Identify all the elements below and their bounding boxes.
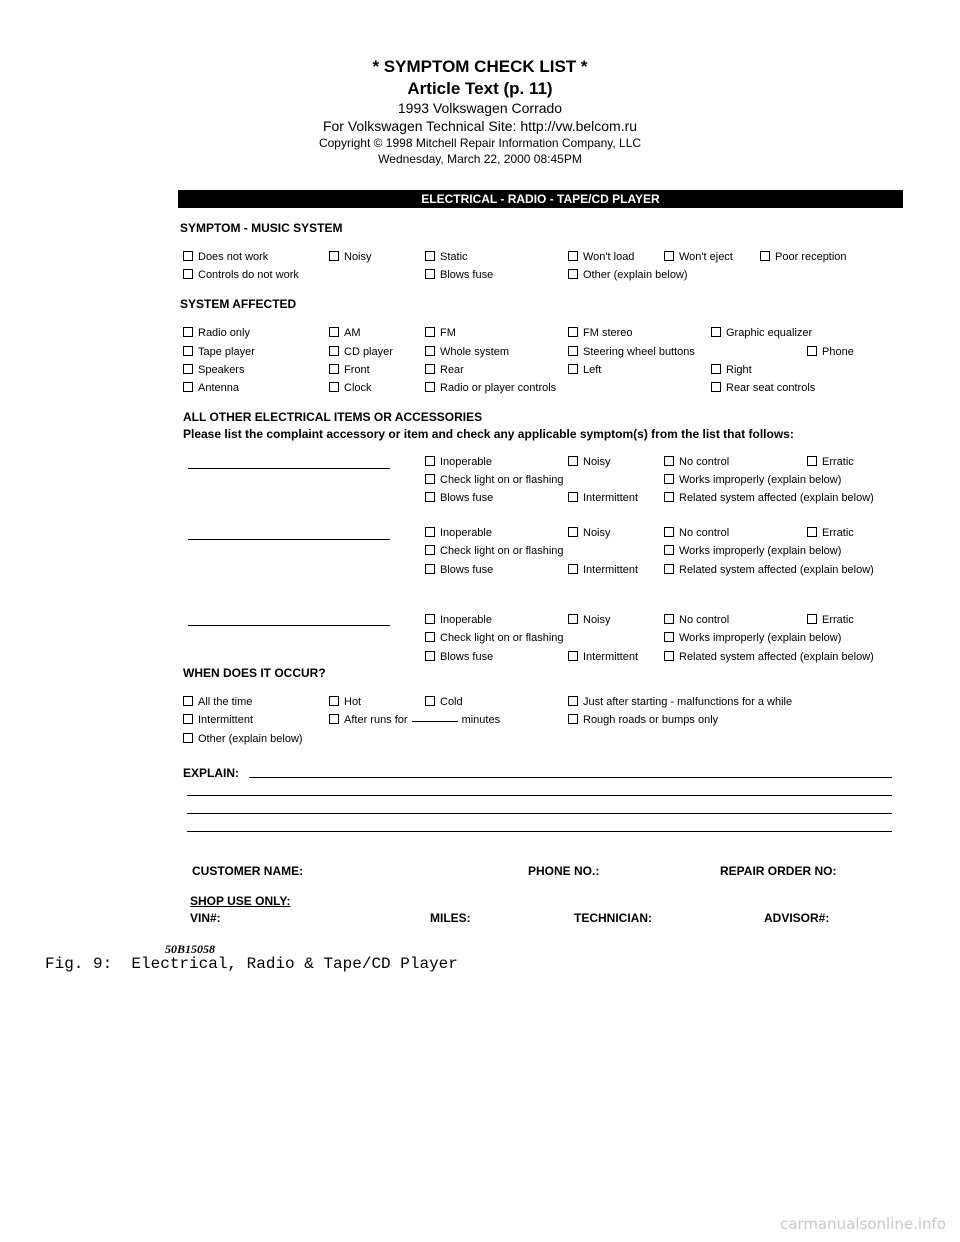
system-option-rear[interactable]: Rear [425,364,464,377]
g1-option-works-improperly[interactable]: Works improperly (explain below) [664,474,841,487]
checkbox-icon[interactable] [425,614,435,624]
checkbox-icon[interactable] [807,456,817,466]
system-option-whole-system[interactable]: Whole system [425,346,509,359]
music-option-other[interactable]: Other (explain below) [568,269,688,282]
when-option-just-after-starting[interactable]: Just after starting - malfunctions for a while [568,696,792,709]
minutes-blank[interactable] [412,721,458,722]
miles-label: MILES: [430,911,471,925]
g3-option-check-light[interactable]: Check light on or flashing [425,632,564,645]
checkbox-icon[interactable] [568,527,578,537]
g2-option-noisy[interactable]: Noisy [568,527,611,540]
other-subheading: Please list the complaint accessory or item and check any applicable symptom(s) from the list that follows: [183,427,794,441]
shop-use-heading: SHOP USE ONLY: [190,894,291,908]
checkbox-icon[interactable] [568,327,578,337]
system-option-fm-stereo[interactable]: FM stereo [568,327,633,340]
when-option-all-the-time[interactable]: All the time [183,696,252,709]
system-option-cd-player[interactable]: CD player [329,346,393,359]
vehicle-line: 1993 Volkswagen Corrado [397,100,563,116]
customer-name-label: CUSTOMER NAME: [192,864,304,878]
checkbox-icon[interactable] [807,614,817,624]
checkbox-icon[interactable] [329,696,339,706]
music-option-poor-reception[interactable]: Poor reception [760,251,847,264]
music-option-controls[interactable]: Controls do not work [183,269,299,282]
explain-line-4[interactable] [187,831,892,832]
g1-option-check-light[interactable]: Check light on or flashing [425,474,564,487]
g2-option-related-system[interactable]: Related system affected (explain below) [664,564,874,577]
checkbox-icon[interactable] [183,696,193,706]
checkbox-icon[interactable] [568,651,578,661]
g3-option-no-control[interactable]: No control [664,614,729,627]
g3-option-works-improperly[interactable]: Works improperly (explain below) [664,632,841,645]
music-option-wont-load[interactable]: Won't load [568,251,634,264]
g1-option-noisy[interactable]: Noisy [568,456,611,469]
g2-option-check-light[interactable]: Check light on or flashing [425,545,564,558]
checkbox-icon[interactable] [711,327,721,337]
checkbox-icon[interactable] [425,492,435,502]
system-option-steering-wheel[interactable]: Steering wheel buttons [568,346,695,359]
checkbox-icon[interactable] [664,527,674,537]
site-line: For Volkswagen Technical Site: http://vw.belcom.ru [322,118,638,134]
system-option-left[interactable]: Left [568,364,601,377]
checkbox-icon[interactable] [568,492,578,502]
system-option-tape-player[interactable]: Tape player [183,346,255,359]
g1-option-erratic[interactable]: Erratic [807,456,854,469]
checkbox-icon[interactable] [711,364,721,374]
music-option-does-not-work[interactable]: Does not work [183,251,268,264]
checkbox-icon[interactable] [664,456,674,466]
checkbox-icon[interactable] [664,545,674,555]
system-option-graphic-equalizer[interactable]: Graphic equalizer [711,327,812,340]
checkbox-icon[interactable] [329,364,339,374]
checkbox-icon[interactable] [183,382,193,392]
other-heading: ALL OTHER ELECTRICAL ITEMS OR ACCESSORIES [183,410,483,424]
checkbox-icon[interactable] [329,346,339,356]
system-option-phone[interactable]: Phone [807,346,854,359]
checkbox-icon[interactable] [568,346,578,356]
form-title-band: ELECTRICAL - RADIO - TAPE/CD PLAYER [178,190,903,208]
checkbox-icon[interactable] [568,614,578,624]
checkbox-icon[interactable] [568,456,578,466]
copyright-line: Copyright © 1998 Mitchell Repair Information Company, LLC [318,136,642,150]
checkbox-icon[interactable] [568,364,578,374]
checkbox-icon[interactable] [183,346,193,356]
checkbox-icon[interactable] [329,382,339,392]
system-option-speakers[interactable]: Speakers [183,364,244,377]
checkbox-icon[interactable] [329,251,339,261]
music-heading: SYMPTOM - MUSIC SYSTEM [180,221,343,235]
checkbox-icon[interactable] [664,632,674,642]
g1-option-intermittent[interactable]: Intermittent [568,492,638,505]
article-subtitle: Article Text (p. 11) [407,79,553,98]
system-option-radio-only[interactable]: Radio only [183,327,250,340]
music-option-noisy[interactable]: Noisy [329,251,372,264]
figure-caption: Fig. 9: Electrical, Radio & Tape/CD Player [45,955,458,973]
repair-order-label: REPAIR ORDER NO: [720,864,837,878]
checkbox-icon[interactable] [807,346,817,356]
g3-option-intermittent[interactable]: Intermittent [568,651,638,664]
technician-label: TECHNICIAN: [574,911,652,925]
checkbox-icon[interactable] [183,269,193,279]
g2-option-blows-fuse[interactable]: Blows fuse [425,564,493,577]
checkbox-icon[interactable] [568,696,578,706]
g1-option-blows-fuse[interactable]: Blows fuse [425,492,493,505]
g2-option-inoperable[interactable]: Inoperable [425,527,492,540]
checkbox-icon[interactable] [183,714,193,724]
g2-option-no-control[interactable]: No control [664,527,729,540]
checkbox-icon[interactable] [183,327,193,337]
checkbox-icon[interactable] [568,251,578,261]
music-option-blows-fuse[interactable]: Blows fuse [425,269,493,282]
checkbox-icon[interactable] [568,714,578,724]
g3-option-inoperable[interactable]: Inoperable [425,614,492,627]
system-option-right[interactable]: Right [711,364,752,377]
when-option-rough-roads[interactable]: Rough roads or bumps only [568,714,718,727]
system-option-fm[interactable]: FM [425,327,456,340]
checkbox-icon[interactable] [425,632,435,642]
g3-option-blows-fuse[interactable]: Blows fuse [425,651,493,664]
checkbox-icon[interactable] [664,651,674,661]
item-blank-3[interactable] [188,625,390,626]
figure-code: 50B15058 [165,942,216,956]
date-line: Wednesday, March 22, 2000 08:45PM [378,152,582,166]
advisor-label: ADVISOR#: [764,911,830,925]
checkbox-icon[interactable] [183,251,193,261]
item-blank-2[interactable] [188,539,390,540]
when-heading: WHEN DOES IT OCCUR? [183,666,326,680]
when-option-intermittent[interactable]: Intermittent [183,714,253,727]
checkbox-icon[interactable] [329,714,339,724]
g1-option-related-system[interactable]: Related system affected (explain below) [664,492,874,505]
checkbox-icon[interactable] [425,564,435,574]
g2-option-erratic[interactable]: Erratic [807,527,854,540]
when-option-after-runs[interactable]: After runs for minutes [329,714,500,727]
checkbox-icon[interactable] [183,733,193,743]
checkbox-icon[interactable] [711,382,721,392]
when-option-cold[interactable]: Cold [425,696,463,709]
checkbox-icon[interactable] [760,251,770,261]
system-option-front[interactable]: Front [329,364,370,377]
g3-option-related-system[interactable]: Related system affected (explain below) [664,651,874,664]
g1-option-inoperable[interactable]: Inoperable [425,456,492,469]
system-option-am[interactable]: AM [329,327,361,340]
g2-option-works-improperly[interactable]: Works improperly (explain below) [664,545,841,558]
checkbox-icon[interactable] [425,696,435,706]
watermark: carmanualsonline.info [780,1215,946,1233]
checkbox-icon[interactable] [183,364,193,374]
g3-option-erratic[interactable]: Erratic [807,614,854,627]
music-option-static[interactable]: Static [425,251,468,264]
explain-line-1[interactable] [249,777,892,778]
explain-line-2[interactable] [187,795,892,796]
system-option-antenna[interactable]: Antenna [183,382,239,395]
explain-label: EXPLAIN: [183,766,240,780]
checkbox-icon[interactable] [425,474,435,484]
checkbox-icon[interactable] [425,327,435,337]
system-option-clock[interactable]: Clock [329,382,372,395]
system-heading: SYSTEM AFFECTED [180,297,297,311]
item-blank-1[interactable] [188,468,390,469]
checkbox-icon[interactable] [664,564,674,574]
checkbox-icon[interactable] [568,269,578,279]
checkbox-icon[interactable] [664,474,674,484]
g2-option-intermittent[interactable]: Intermittent [568,564,638,577]
g1-option-no-control[interactable]: No control [664,456,729,469]
checkbox-icon[interactable] [425,382,435,392]
checkbox-icon[interactable] [329,327,339,337]
g3-option-noisy[interactable]: Noisy [568,614,611,627]
when-option-hot[interactable]: Hot [329,696,361,709]
checkbox-icon[interactable] [425,346,435,356]
when-option-other[interactable]: Other (explain below) [183,733,303,746]
checkbox-icon[interactable] [425,364,435,374]
checkbox-icon[interactable] [664,614,674,624]
checkbox-icon[interactable] [664,492,674,502]
checkbox-icon[interactable] [425,269,435,279]
system-option-rear-seat-controls[interactable]: Rear seat controls [711,382,815,395]
checkbox-icon[interactable] [568,564,578,574]
phone-label: PHONE NO.: [528,864,600,878]
music-option-wont-eject[interactable]: Won't eject [664,251,733,264]
checkbox-icon[interactable] [664,251,674,261]
checkbox-icon[interactable] [807,527,817,537]
checkbox-icon[interactable] [425,545,435,555]
vin-label: VIN#: [190,911,221,925]
checkbox-icon[interactable] [425,651,435,661]
page-title: * SYMPTOM CHECK LIST * [372,57,588,76]
checkbox-icon[interactable] [425,456,435,466]
checkbox-icon[interactable] [425,251,435,261]
checkbox-icon[interactable] [425,527,435,537]
explain-line-3[interactable] [187,813,892,814]
system-option-radio-player-controls[interactable]: Radio or player controls [425,382,556,395]
